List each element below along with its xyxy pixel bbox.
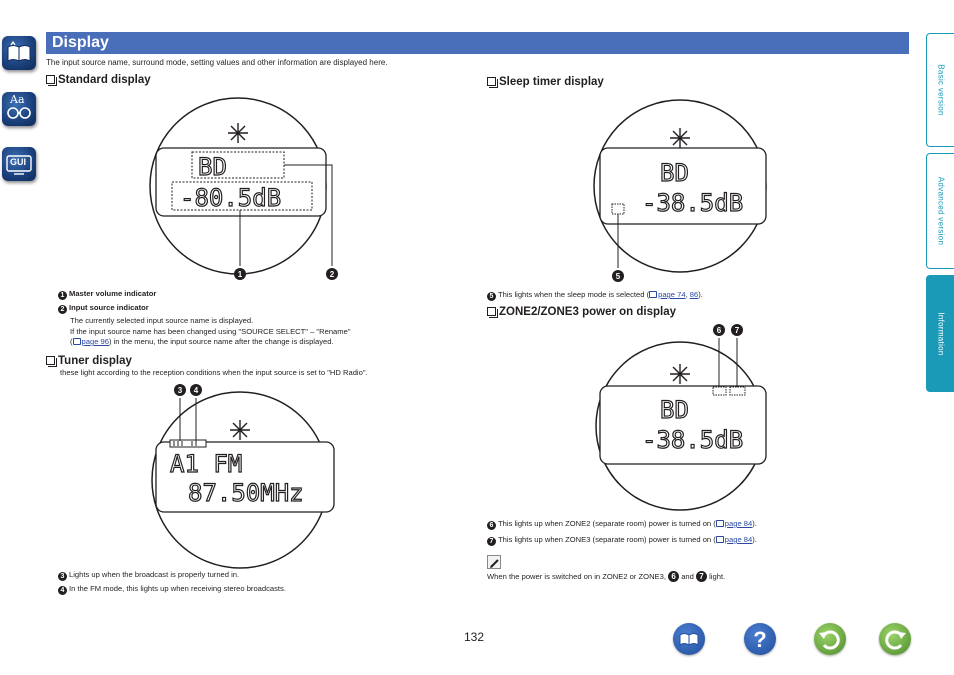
- checkbox-bullet-icon: [46, 356, 55, 365]
- page-ref-icon: [73, 338, 81, 345]
- section-header-bar: [46, 32, 909, 54]
- standard-display-heading: [46, 74, 151, 86]
- memo-pencil-icon: [487, 555, 501, 569]
- tab-basic-version[interactable]: Basic version: [926, 33, 954, 147]
- svg-text:5: 5: [615, 272, 621, 281]
- tab-information[interactable]: Information: [926, 275, 954, 392]
- svg-text:1: 1: [237, 270, 243, 279]
- page-ref-icon: [716, 536, 724, 543]
- hd-indicators: [170, 440, 206, 447]
- index-aa-label: Aa: [10, 93, 25, 106]
- lcd-source-text: BD: [198, 153, 227, 181]
- svg-text:?: ?: [753, 627, 767, 652]
- tab-advanced-version[interactable]: Advanced version: [926, 153, 954, 269]
- burst-icon: [230, 420, 250, 440]
- contents-book-icon[interactable]: [2, 36, 36, 70]
- standard-display-figure: [140, 88, 340, 288]
- page-number: 132: [464, 630, 485, 644]
- lcd-volume-text: -80.5dB: [180, 184, 282, 212]
- zone2-indicator: [713, 387, 726, 395]
- svg-text:3: 3: [177, 386, 183, 395]
- zone-power-heading: ZONE2/ZONE3 power on display: [487, 306, 676, 318]
- sleep-indicator: [612, 204, 624, 214]
- tuner-display-heading: Tuner display: [46, 355, 132, 367]
- memo-text: When the power is switched on in ZONE2 or ZONE3, 6 and 7 light.: [487, 572, 726, 581]
- index-aa-icon[interactable]: [2, 92, 36, 126]
- svg-text:4: 4: [193, 386, 199, 395]
- svg-text:7: 7: [734, 326, 740, 335]
- checkbox-bullet-icon: [487, 307, 496, 316]
- sleep-timer-heading: Sleep timer display: [487, 76, 604, 88]
- note-item-1: 1 Master volume indicator: [58, 289, 156, 300]
- gui-icon-label: GUI: [10, 157, 27, 167]
- page-title: Display: [52, 34, 109, 51]
- note-item-3: 3 Lights up when the broadcast is properly turned in.: [58, 570, 239, 581]
- page-86-link[interactable]: 86: [689, 290, 699, 299]
- svg-text:2: 2: [329, 270, 335, 279]
- note-item-6: 6 This lights up when ZONE2 (separate room) power is turned on ( page 84).: [487, 519, 757, 530]
- note-item-2-desc: The currently selected input source name is displayed. If the input source name has been changed using "SOURCE SELECT" – "Rename" ( page 96) in the menu, the input source name after the change is displayed.: [70, 316, 351, 346]
- lcd-volume-text: -38.5dB: [642, 426, 744, 454]
- page-84-link[interactable]: page 84: [724, 519, 753, 528]
- svg-text:6: 6: [716, 326, 722, 335]
- checkbox-bullet-icon: [487, 77, 496, 86]
- zone-power-figure: [582, 318, 782, 518]
- note-item-7: 7 This lights up when ZONE3 (separate room) power is turned on ( page 84).: [487, 535, 757, 546]
- page-ref-icon: [649, 291, 657, 298]
- checkbox-bullet-icon: [46, 75, 55, 84]
- note-item-5: 5 This lights when the sleep mode is selected ( page 74, 86).: [487, 290, 703, 301]
- standard-display-heading-text: Standard display: [58, 74, 151, 86]
- page-96-link[interactable]: page 96: [81, 337, 109, 346]
- lcd-volume-text: -38.5dB: [642, 189, 744, 217]
- lcd-source-text: BD: [660, 159, 689, 187]
- gui-icon[interactable]: [2, 147, 36, 181]
- back-arrow-icon[interactable]: [814, 623, 846, 655]
- burst-icon: [670, 128, 690, 148]
- page-74-link[interactable]: page 74: [658, 290, 686, 299]
- note-item-4: 4 In the FM mode, this lights up when receiving stereo broadcasts.: [58, 584, 286, 595]
- zone3-indicator: [730, 387, 745, 395]
- help-question-icon[interactable]: [744, 623, 776, 655]
- note-item-2: 2 Input source indicator: [58, 303, 149, 314]
- forward-arrow-icon[interactable]: [879, 623, 911, 655]
- burst-icon: [228, 123, 248, 143]
- lcd-band-text: A1 FM: [170, 450, 243, 478]
- intro-text: The input source name, surround mode, setting values and other information are displayed here.: [46, 58, 388, 67]
- tuner-display-figure: [148, 380, 348, 570]
- lcd-source-text: BD: [660, 396, 689, 424]
- contents-book-icon[interactable]: [673, 623, 705, 655]
- page-ref-icon: [716, 520, 724, 527]
- burst-icon: [670, 364, 690, 384]
- tuner-description: these light according to the reception conditions when the input source is set to "HD Radio".: [60, 368, 368, 377]
- lcd-frequency-text: 87.50MHz: [188, 479, 304, 507]
- sleep-timer-figure: [582, 88, 782, 288]
- page-84-link[interactable]: page 84: [724, 535, 753, 544]
